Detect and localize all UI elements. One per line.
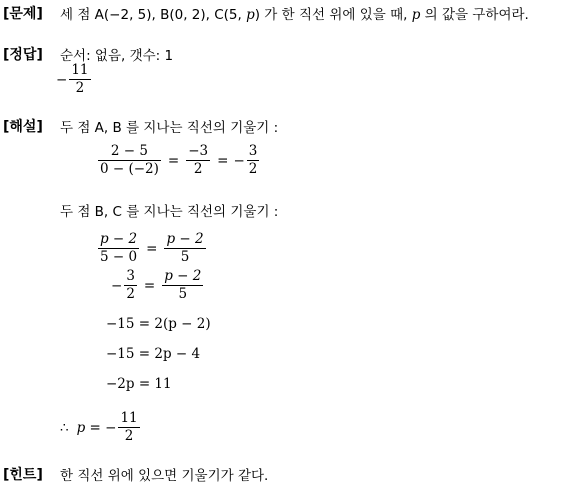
solution-step-5: −2p = 11 [106, 376, 172, 392]
solution-conclusion [60, 410, 142, 445]
solution-step-3: −15 = 2(p − 2) [106, 316, 211, 332]
therefore-symbol: ∴ [60, 419, 69, 436]
problem-text [60, 3, 529, 23]
answer-meta: 순서: 없음, 갯수: 1 [60, 48, 174, 64]
bc1-right-fraction [164, 231, 205, 266]
slope-ab-f2-den: 2 [193, 161, 203, 177]
slope-ab-f1-den: 0 − (−2) [100, 161, 159, 177]
answer-label: [정답] [3, 47, 43, 63]
conclusion-num: 11 [120, 410, 138, 426]
slope-ab-equation [96, 143, 261, 178]
bc1-left-num: p − 2 [100, 231, 138, 247]
conclusion-den: 2 [124, 428, 134, 444]
bc1-right-den: 5 [180, 249, 190, 265]
problem-text-part1: 세 점 A(−2, 5), B(0, 2), C(5, [60, 7, 247, 23]
bc2-right-fraction [162, 268, 203, 303]
answer-denominator: 2 [75, 80, 85, 96]
problem-label: [문제] [3, 6, 43, 22]
hint-label: [힌트] [3, 467, 43, 483]
answer-numerator: 11 [71, 62, 89, 78]
bc2-eq: = [143, 277, 156, 294]
conclusion-lhs: p = − [76, 419, 117, 436]
slope-ab-f3-den: 2 [248, 161, 258, 177]
slope-ab-eq1: = [167, 152, 180, 169]
bc2-left-num: 3 [126, 268, 135, 284]
problem-var-p: p [246, 7, 255, 23]
bc2-right-den: 5 [178, 286, 188, 302]
slope-bc-line-1 [96, 231, 208, 266]
conclusion-fraction [118, 410, 139, 445]
solution-intro-bc: 두 점 B, C 를 지나는 직선의 기울기 : [60, 204, 279, 220]
answer-fraction [69, 62, 90, 97]
bc1-right-num: p − 2 [166, 231, 204, 247]
bc2-sign: − [111, 277, 123, 294]
slope-ab-fraction-1 [98, 143, 161, 178]
bc1-eq: = [146, 240, 158, 257]
solution-intro-ab: 두 점 A, B 를 지나는 직선의 기울기 : [60, 120, 279, 136]
slope-ab-f1-num: 2 − 5 [98, 143, 161, 161]
solution-step-4: −15 = 2p − 4 [106, 346, 201, 362]
bc2-right-num: p − 2 [164, 268, 202, 284]
slope-ab-f3-num: 3 [248, 143, 258, 159]
answer-value [56, 62, 93, 97]
slope-ab-sign: − [233, 152, 245, 169]
bc2-left-den: 2 [126, 286, 135, 302]
problem-var-p-2: p [411, 7, 421, 23]
problem-text-part2: ) 가 한 직선 위에 있을 때, [254, 7, 412, 23]
answer-sign: − [56, 71, 68, 88]
slope-bc-line-2 [111, 268, 205, 303]
bc1-left-fraction [98, 231, 139, 266]
slope-ab-fraction-3 [247, 143, 260, 178]
slope-ab-eq2: = [217, 152, 229, 169]
solution-label: [해설] [3, 119, 43, 135]
slope-ab-fraction-2 [186, 143, 210, 178]
bc1-left-den: 5 − 0 [100, 249, 138, 265]
hint-text: 한 직선 위에 있으면 기울기가 같다. [60, 468, 269, 484]
problem-text-part3: 의 값을 구하여라. [420, 7, 529, 23]
bc2-left-fraction [124, 268, 137, 303]
slope-ab-f2-num: −3 [188, 143, 209, 159]
